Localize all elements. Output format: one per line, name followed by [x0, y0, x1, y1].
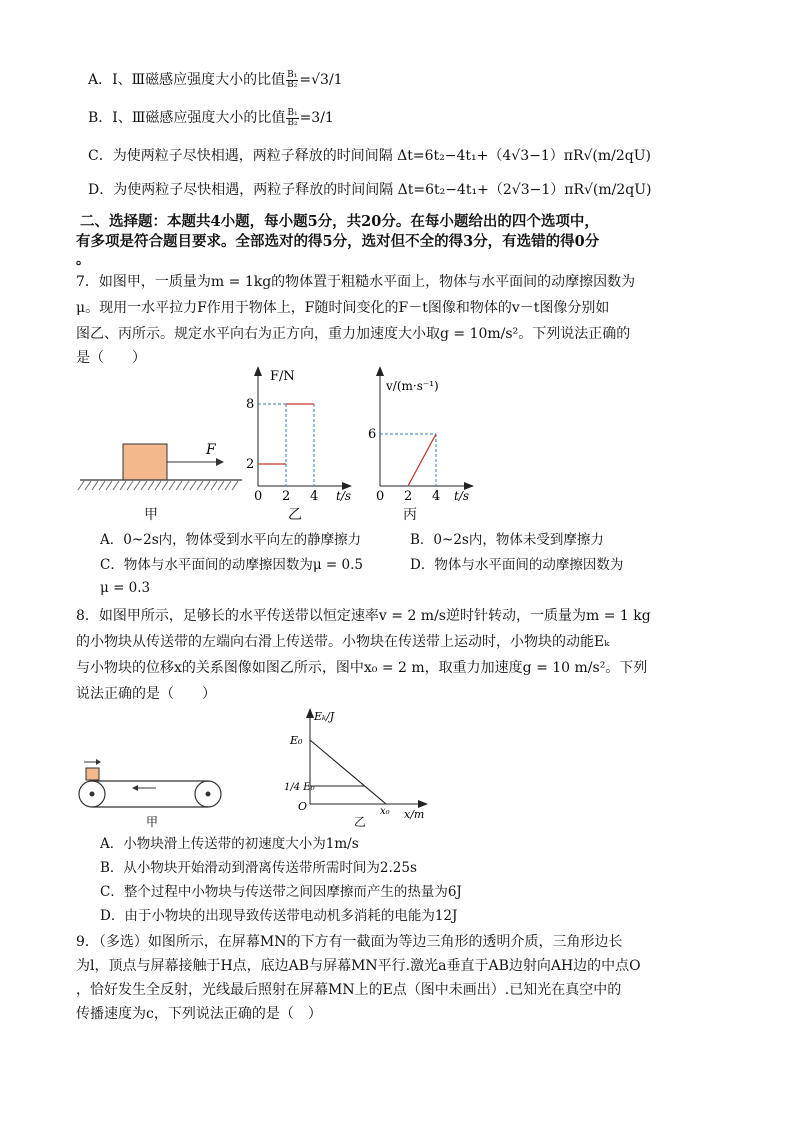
tick-x-2: 2 [282, 489, 291, 504]
x-axis-label: x/m [404, 808, 425, 821]
q9-line4: 传播速度为c，下列说法正确的是（ ） [76, 1006, 322, 1022]
hatch-mark [211, 481, 217, 490]
tick-x-4: 4 [432, 489, 441, 504]
y-axis-label: F/N [270, 369, 295, 384]
hatch-mark [148, 481, 154, 490]
q7-line2: μ。现用一水平拉力F作用于物体上，F随时间变化的F－t图像和物体的v－t图像分别如 [76, 300, 610, 316]
tick-y-2: 2 [246, 457, 255, 472]
tick-x0: x₀ [380, 806, 390, 817]
hatch-mark [169, 481, 175, 490]
tick-x-0: 0 [254, 489, 263, 504]
section-heading-line3: 。 [76, 252, 90, 268]
hatch-mark [134, 481, 140, 490]
hatch-mark [99, 481, 105, 490]
q7-figB-label: 乙 [288, 507, 302, 523]
y-axis-label: Eₖ/J [314, 710, 335, 723]
q7-option-C: C．物体与水平面间的动摩擦因数为μ = 0.5 [100, 557, 363, 573]
hatch-mark [218, 481, 224, 490]
hatch-mark [162, 481, 168, 490]
q8-option-D: D．由于小物块的出现导致传送带电动机多消耗的电能为12J [100, 908, 458, 924]
option-C-prev: C．为使两粒子尽快相遇，两粒子释放的时间间隔 Δt=6t₂−4t₁+（4√3−1）πR√(m/2qU) [88, 148, 651, 164]
floor-hatch [78, 481, 238, 490]
hatch-mark [92, 481, 98, 490]
hatch-mark [190, 481, 196, 490]
q8-option-A: A．小物块滑上传送带的初速度大小为1m/s [100, 836, 359, 852]
hatch-mark [141, 481, 147, 490]
q8-option-B: B．从小物块开始滑动到滑离传送带所需时间为2.25s [100, 860, 417, 876]
q7-option-D-cont: μ = 0.3 [100, 580, 151, 596]
q7-option-D: D．物体与水平面间的动摩擦因数为 [410, 557, 624, 573]
tick-x-0: 0 [376, 489, 385, 504]
velocity-arrowhead [96, 759, 101, 765]
q8-figure-jia [72, 756, 232, 816]
q8-line2: 的小物块从传送带的左端向右滑上传送带。小物块在传送带上运动时，小物块的动能Eₖ [76, 634, 610, 650]
q8-line4: 说法正确的是（ ） [76, 686, 216, 702]
q9-line1: 9．（多选）如图所示，在屏幕MN的下方有一截面为等边三角形的透明介质，三角形边长 [76, 934, 623, 950]
tick-quarter-E0: 1/4 E₀ [284, 782, 315, 793]
tick-y-8: 8 [246, 397, 255, 412]
q8-option-C: C．整个过程中小物块与传送带之间因摩擦而产生的热量为6J [100, 884, 462, 900]
hatch-mark [106, 481, 112, 490]
q8-figB-label: 乙 [354, 815, 367, 829]
y-axis-arrow [306, 708, 314, 718]
hatch-mark [113, 481, 119, 490]
origin-label: O [298, 800, 308, 813]
option-B-prev: B．Ⅰ、Ⅲ磁感应强度大小的比值 $\frac{\text{B₁}}{\text{B₂}}$ =3/1 [88, 107, 334, 128]
section-heading-line2: 有多项是符合题目要求。全部选对的得5分，选对但不全的得3分，有选错的得0分 [76, 233, 600, 250]
q7-figure-jia [76, 436, 246, 496]
hatch-mark [225, 481, 231, 490]
hatch-mark [183, 481, 189, 490]
x-axis-arrow [418, 800, 428, 808]
v-segment [408, 434, 436, 486]
small-block [86, 768, 99, 780]
tick-E0: E₀ [290, 734, 303, 747]
hatch-mark [85, 481, 91, 490]
tick-x-2: 2 [404, 489, 413, 504]
y-axis-label: v/(m·s⁻¹) [386, 379, 439, 393]
fraction-b1-b2: $\frac{\text{B₁}}{\text{B₂}}$ [287, 69, 298, 90]
q8-figure-yi [282, 706, 432, 824]
q7-line3: 图乙、丙所示。规定水平向右为正方向，重力加速度大小取g = 10m/s²。下列说法正确的 [76, 326, 631, 342]
section-heading-line1: 二、选择题：本题共4小题，每小题5分，共20分。在每小题给出的四个选项中， [80, 213, 599, 230]
q7-figA-label: 甲 [144, 507, 158, 523]
q7-option-B: B．0~2s内，物体未受到摩擦力 [410, 532, 604, 548]
hatch-mark [120, 481, 126, 490]
hatch-mark [176, 481, 182, 490]
option-D-prev: D．为使两粒子尽快相遇，两粒子释放的时间间隔 Δt=6t₂−4t₁+（2√3−1）πR√(m/2qU) [88, 182, 652, 198]
y-axis-arrow [254, 366, 262, 376]
hatch-mark [197, 481, 203, 490]
q8-line3: 与小物块的位移x的关系图像如图乙所示，图中x₀ = 2 m，取重力加速度g = 10 m/s²。下列 [76, 660, 648, 676]
q7-figure-yi [244, 364, 354, 504]
hatch-mark [127, 481, 133, 490]
q7-line1: 7．如图甲，一质量为m = 1kg的物体置于粗糙水平面上，物体与水平面间的动摩擦因数为 [76, 274, 636, 290]
block [123, 444, 167, 480]
right-pulley-axle [206, 792, 211, 797]
x-axis-label: t/s [336, 489, 352, 503]
y-axis-arrow [376, 366, 384, 376]
q7-figC-label: 丙 [403, 507, 417, 523]
hatch-mark [232, 481, 238, 490]
hatch-mark [78, 481, 84, 490]
force-arrowhead [216, 458, 224, 466]
q9-line2: 为l，顶点与屏幕接触于H点，底边AB与屏幕MN平行.激光a垂直于AB边射向AH边的中点O [76, 958, 641, 974]
tick-y-6: 6 [368, 427, 377, 442]
belt-direction-arrowhead [132, 785, 138, 791]
q8-line1: 8．如图甲所示，足够长的水平传送带以恒定速率v = 2 m/s逆时针转动，一质量为m = 1 kg [76, 608, 651, 624]
x-axis-label: t/s [454, 489, 470, 503]
q8-figA-label: 甲 [146, 815, 159, 829]
hatch-mark [155, 481, 161, 490]
q7-figure-bing [366, 364, 482, 504]
tick-x-4: 4 [310, 489, 319, 504]
q7-line4: 是（ ） [76, 350, 146, 366]
fraction-b1-b2: $\frac{\text{B₁}}{\text{B₂}}$ [287, 107, 298, 128]
left-pulley-axle [90, 792, 95, 797]
option-A-prev: A．Ⅰ、Ⅲ磁感应强度大小的比值 $\frac{\text{B₁}}{\text{B₂}}$ =√3/1 [88, 69, 343, 90]
q9-line3: ，恰好发生全反射，光线最后照射在屏幕MN上的E点（图中未画出）.已知光在真空中的 [76, 982, 622, 998]
force-label: F [206, 442, 216, 458]
hatch-mark [204, 481, 210, 490]
ek-line [310, 740, 386, 804]
q7-option-A: A．0~2s内，物体受到水平向左的静摩擦力 [100, 532, 362, 548]
